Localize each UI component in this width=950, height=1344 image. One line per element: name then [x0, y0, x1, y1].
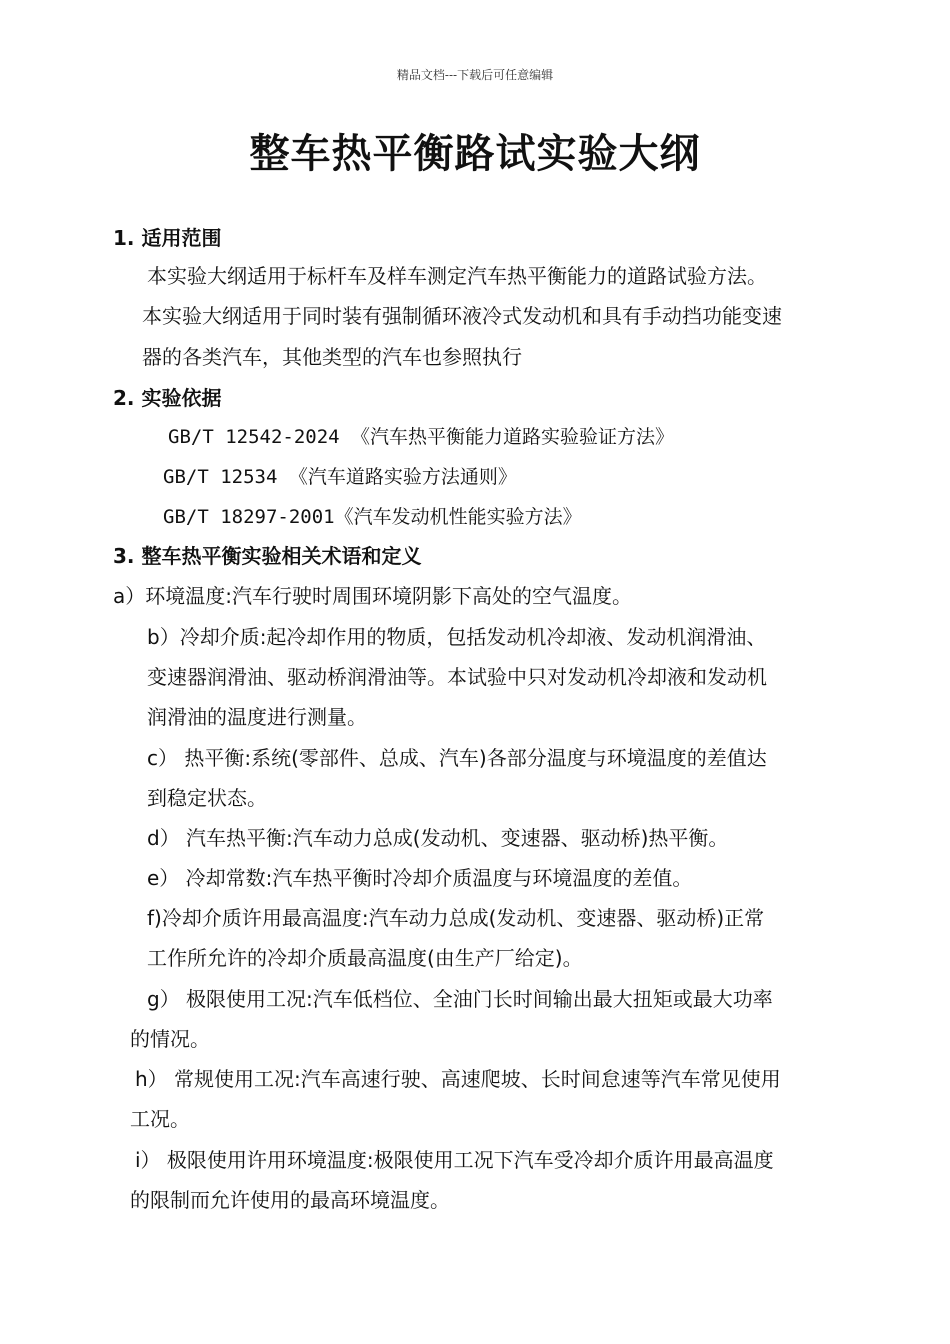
section-heading-terms: 3. 整车热平衡实验相关术语和定义 — [113, 544, 422, 568]
reference-standard: GB/T 12534 《汽车道路实验方法通则》 — [163, 466, 517, 488]
reference-standard: GB/T 18297-2001《汽车发动机性能实验方法》 — [163, 506, 582, 528]
definition-line: d） 汽车热平衡:汽车动力总成(发动机、变速器、驱动桥)热平衡。 — [147, 826, 729, 850]
paragraph-line: 本实验大纲适用于同时装有强制循环液冷式发动机和具有手动挡功能变速 — [142, 304, 782, 328]
definition-line: i） 极限使用许用环境温度:极限使用工况下汽车受冷却介质许用最高温度 — [135, 1148, 774, 1172]
definition-line: e） 冷却常数:汽车热平衡时冷却介质温度与环境温度的差值。 — [147, 866, 693, 890]
page-header-note: 精品文档---下载后可任意编辑 — [396, 68, 554, 82]
definition-line: h） 常规使用工况:汽车高速行驶、高速爬坡、长时间怠速等汽车常见使用 — [135, 1067, 781, 1091]
definition-line: 变速器润滑油、驱动桥润滑油等。本试验中只对发动机冷却液和发动机 — [147, 665, 767, 689]
section-heading-basis: 2. 实验依据 — [113, 386, 222, 410]
section-heading-scope: 1. 适用范围 — [113, 226, 222, 250]
definition-line: f)冷却介质许用最高温度:汽车动力总成(发动机、变速器、驱动桥)正常 — [147, 906, 765, 930]
definition-line: 的限制而允许使用的最高环境温度。 — [130, 1188, 450, 1212]
definition-line: g） 极限使用工况:汽车低档位、全油门长时间输出最大扭矩或最大功率 — [147, 987, 773, 1011]
definition-line: a）环境温度:汽车行驶时周围环境阴影下高处的空气温度。 — [113, 584, 632, 608]
definition-line: b）冷却介质:起冷却作用的物质，包括发动机冷却液、发动机润滑油、 — [147, 625, 767, 649]
definition-line: 的情况。 — [130, 1027, 210, 1051]
definition-line: 到稳定状态。 — [147, 786, 267, 810]
document-title: 整车热平衡路试实验大纲 — [249, 130, 701, 177]
reference-standard: GB/T 12542-2024 《汽车热平衡能力道路实验验证方法》 — [168, 426, 675, 448]
definition-line: c） 热平衡:系统(零部件、总成、汽车)各部分温度与环境温度的差值达 — [147, 746, 767, 770]
paragraph-line: 本实验大纲适用于标杆车及样车测定汽车热平衡能力的道路试验方法。 — [147, 264, 767, 288]
definition-line: 润滑油的温度进行测量。 — [147, 705, 367, 729]
definition-line: 工况。 — [130, 1107, 190, 1131]
paragraph-line: 器的各类汽车，其他类型的汽车也参照执行 — [142, 345, 522, 369]
definition-line: 工作所允许的冷却介质最高温度(由生产厂给定)。 — [147, 946, 583, 970]
